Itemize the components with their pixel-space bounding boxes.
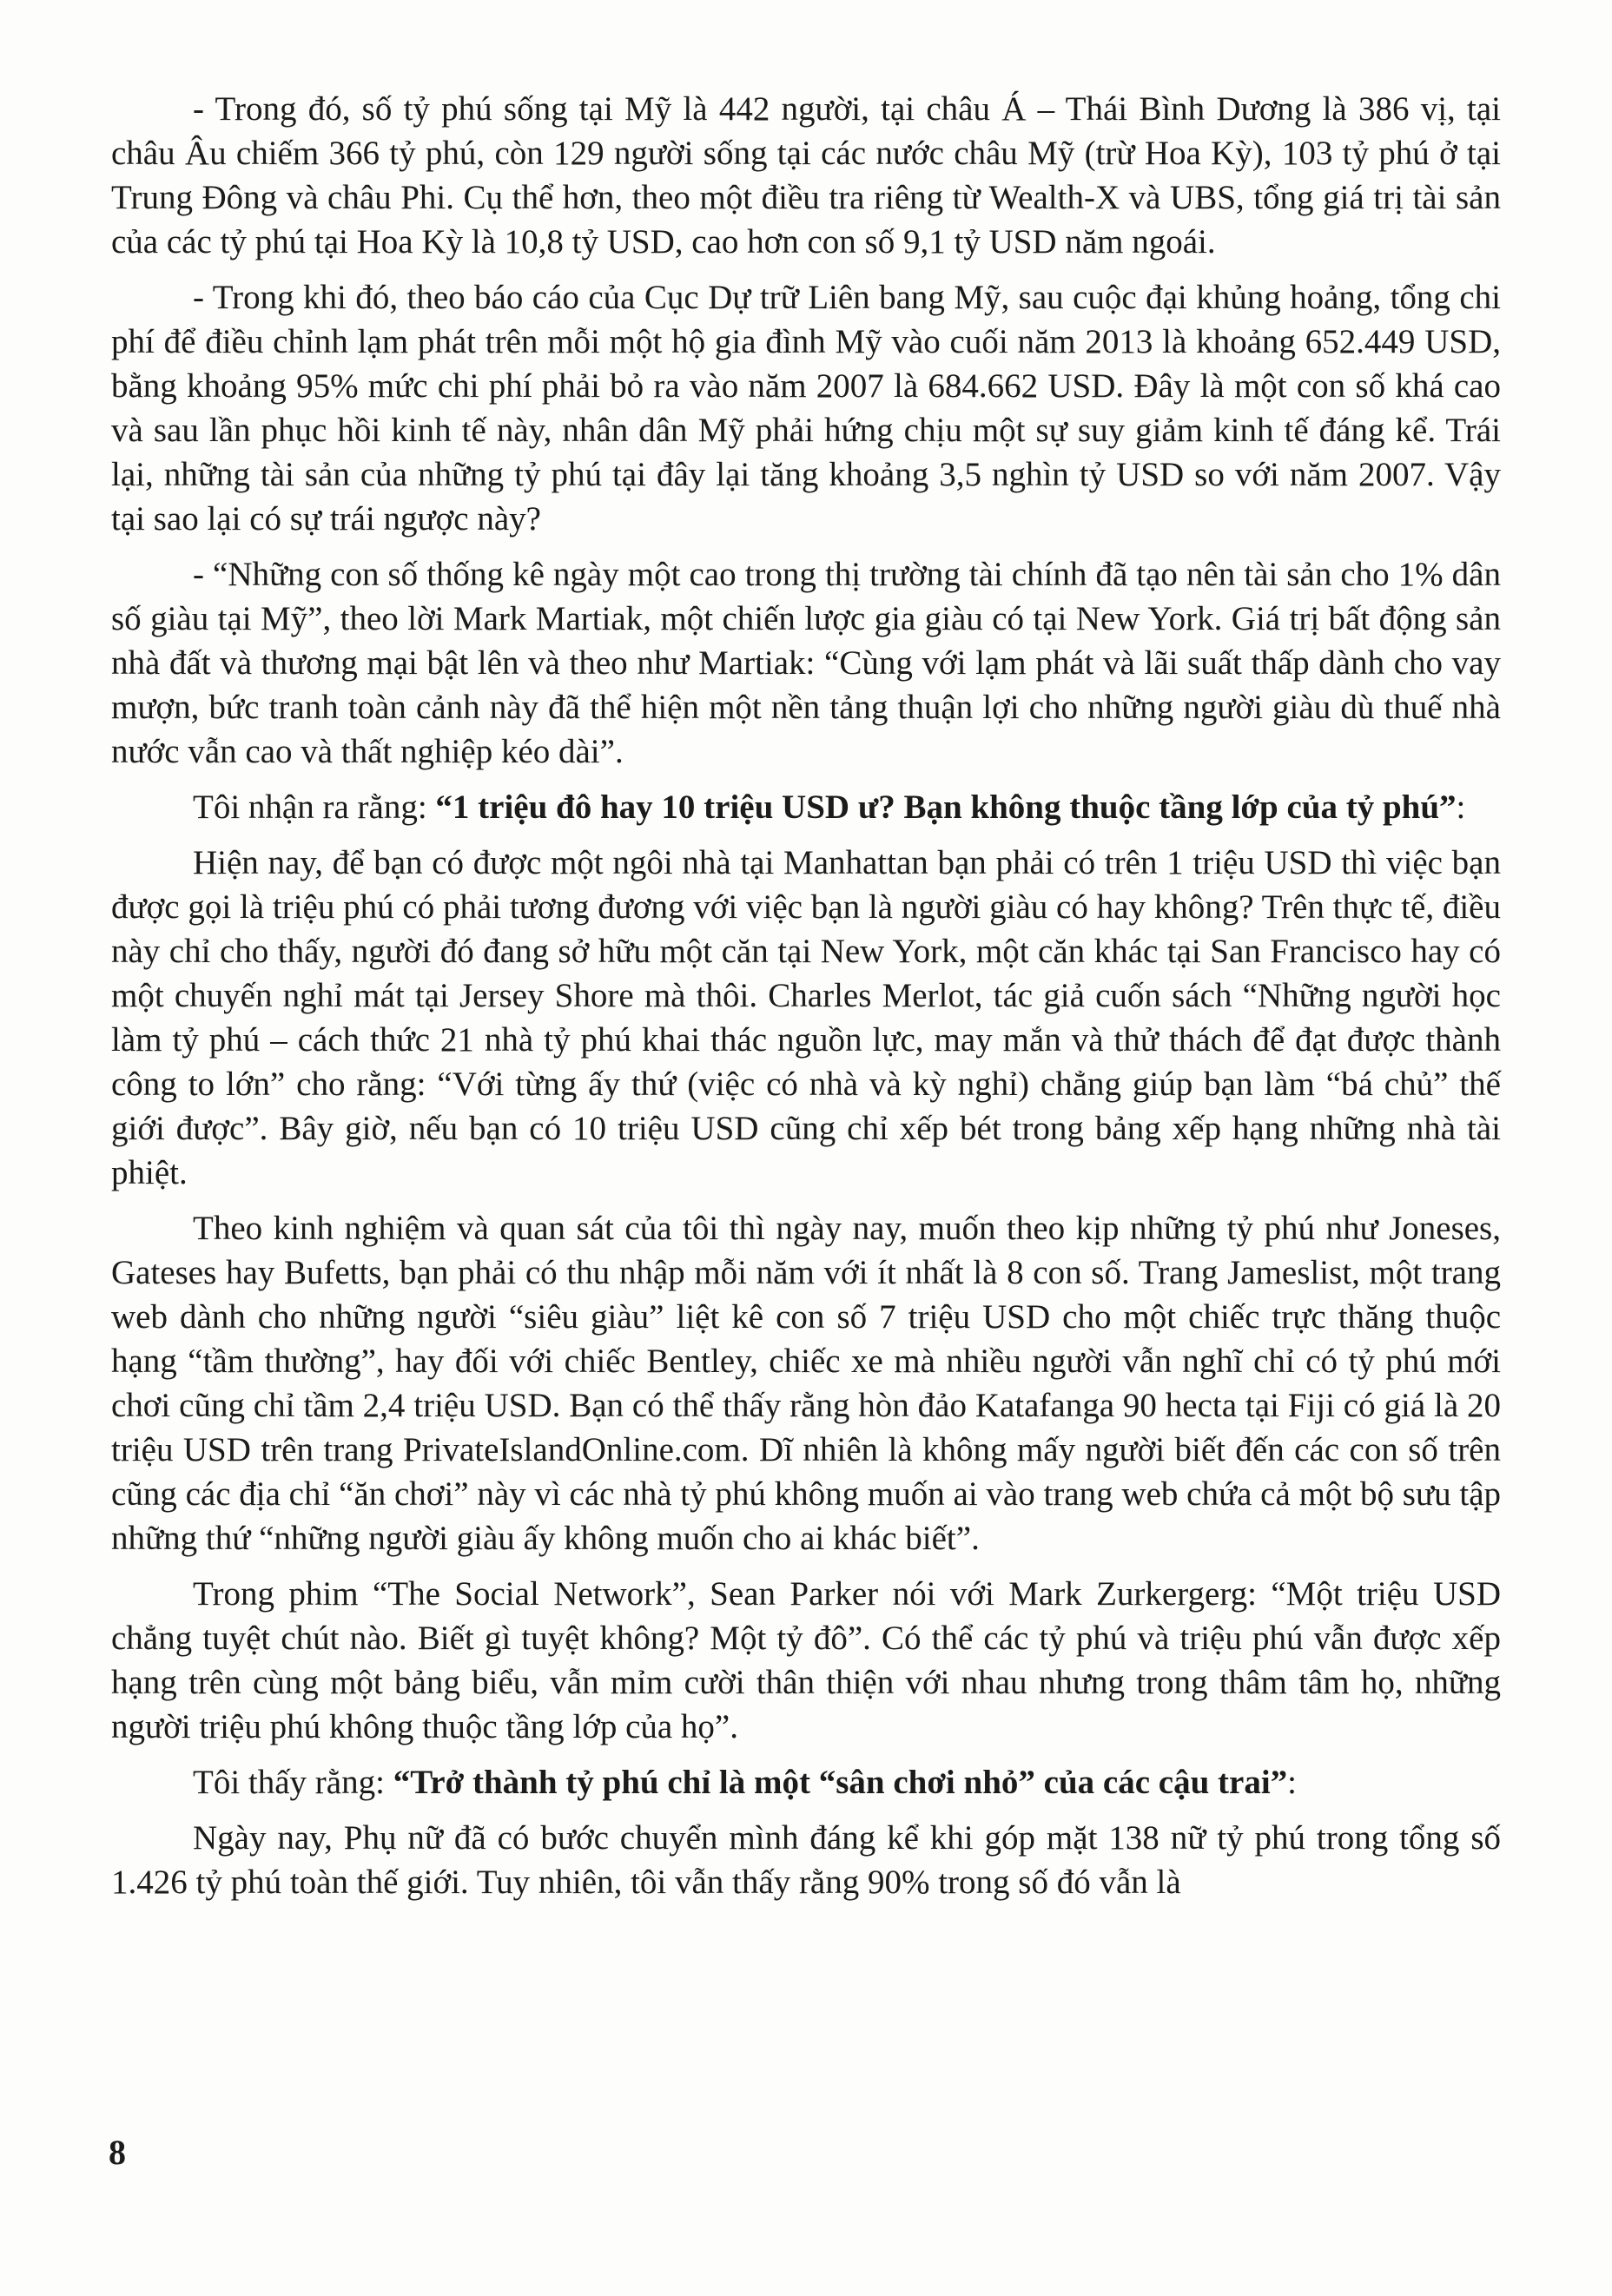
paragraph-4 bbox=[111, 841, 1501, 1195]
paragraph-2-text: - Trong khi đó, theo báo cáo của Cục Dự trữ Liên bang Mỹ, sau cuộc đại khủng hoảng, tổng chi phí để điều chỉnh lạm phát trên mỗi một hộ gia đình Mỹ vào cuối năm 2013 là khoảng 652.449 USD, bằng khoảng 95% mức chi phí phải bỏ ra vào năm 2007 là 684.662 USD. Đây là một con số khá cao và sau lần phục hồi kinh tế này, nhân dân Mỹ phải hứng chịu một sự suy giảm kinh tế đáng kể. Trái lại, những tài sản của những tỷ phú tại đây lại tăng khoảng 3,5 nghìn tỷ USD so với năm 2007. Vậy tại sao lại có sự trái ngược này? bbox=[111, 279, 1501, 538]
body-text bbox=[111, 87, 1501, 1916]
section-heading-2-bold: “Trở thành tỷ phú chỉ là một “sân chơi nhỏ” của các cậu trai” bbox=[393, 1764, 1288, 1801]
section-heading-1-intro: Tôi nhận ra rằng: bbox=[193, 788, 436, 826]
paragraph-3-text: - “Những con số thống kê ngày một cao trong thị trường tài chính đã tạo nên tài sản cho 1% dân số giàu tại Mỹ”, theo lời Mark Martiak, một chiến lược gia giàu có tại New York. Giá trị bất động sản nhà đất và thương mại bật lên và theo như Martiak: “Cùng với lạm phát và lãi suất thấp dành cho vay mượn, bức tranh toàn cảnh này đã thể hiện một nền tảng thuận lợi cho những người giàu dù thuế nhà nước vẫn cao và thất nghiệp kéo dài”. bbox=[111, 556, 1501, 770]
paragraph-5 bbox=[111, 1206, 1501, 1560]
paragraph-7 bbox=[111, 1816, 1501, 1904]
section-heading-2-intro: Tôi thấy rằng: bbox=[193, 1764, 393, 1801]
section-heading-1 bbox=[111, 785, 1501, 829]
section-heading-2 bbox=[111, 1760, 1501, 1804]
paragraph-1-text: - Trong đó, số tỷ phú sống tại Mỹ là 442 người, tại châu Á – Thái Bình Dương là 386 vị, tại châu Âu chiếm 366 tỷ phú, còn 129 người sống tại các nước châu Mỹ (trừ Hoa Kỳ), 103 tỷ phú ở tại Trung Đông và châu Phi. Cụ thể hơn, theo một điều tra riêng từ Wealth-X và UBS, tổng giá trị tài sản của các tỷ phú tại Hoa Kỳ là 10,8 tỷ USD, cao hơn con số 9,1 tỷ USD năm ngoái. bbox=[111, 90, 1501, 261]
section-heading-2-tail: : bbox=[1287, 1764, 1297, 1801]
paragraph-7-text: Ngày nay, Phụ nữ đã có bước chuyển mình đáng kể khi góp mặt 138 nữ tỷ phú trong tổng số 1.426 tỷ phú toàn thế giới. Tuy nhiên, tôi vẫn thấy rằng 90% trong số đó vẫn là bbox=[111, 1819, 1501, 1901]
paragraph-3 bbox=[111, 552, 1501, 774]
paragraph-2 bbox=[111, 275, 1501, 541]
section-heading-1-bold: “1 triệu đô hay 10 triệu USD ư? Bạn không thuộc tầng lớp của tỷ phú” bbox=[435, 788, 1457, 826]
paragraph-6 bbox=[111, 1572, 1501, 1749]
paragraph-5-text: Theo kinh nghiệm và quan sát của tôi thì ngày nay, muốn theo kịp những tỷ phú như Joneses, Gateses hay Bufetts, bạn phải có thu nhập mỗi năm với ít nhất là 8 con số. Trang Jameslist, một trang web dành cho những người “siêu giàu” liệt kê con số 7 triệu USD cho một chiếc trực thăng thuộc hạng “tầm thường”, hay đối với chiếc Bentley, chiếc xe mà nhiều người vẫn nghĩ chỉ có tỷ phú mới chơi cũng chỉ tầm 2,4 triệu USD. Bạn có thể thấy rằng hòn đảo Katafanga 90 hecta tại Fiji có giá là 20 triệu USD trên trang PrivateIslandOnline.com. Dĩ nhiên là không mấy người biết đến các con số trên cũng các địa chỉ “ăn chơi” này vì các nhà tỷ phú không muốn ai vào trang web chứa cả một bộ sưu tập những thứ “những người giàu ấy không muốn cho ai khác biết”. bbox=[111, 1210, 1501, 1557]
section-heading-1-tail: : bbox=[1456, 788, 1466, 826]
paragraph-4-text: Hiện nay, để bạn có được một ngôi nhà tại Manhattan bạn phải có trên 1 triệu USD thì việc bạn được gọi là triệu phú có phải tương đương với việc bạn là người giàu có hay không? Trên thực tế, điều này chỉ cho thấy, người đó đang sở hữu một căn tại New York, một căn khác tại San Francisco hay có một chuyến nghỉ mát tại Jersey Shore mà thôi. Charles Merlot, tác giả cuốn sách “Những người học làm tỷ phú – cách thức 21 nhà tỷ phú khai thác nguồn lực, may mắn và thử thách để đạt được thành công to lớn” cho rằng: “Với từng ấy thứ (việc có nhà và kỳ nghỉ) chẳng giúp bạn làm “bá chủ” thế giới được”. Bây giờ, nếu bạn có 10 triệu USD cũng chỉ xếp bét trong bảng xếp hạng những nhà tài phiệt. bbox=[111, 844, 1501, 1191]
page-number: 8 bbox=[109, 2133, 126, 2172]
paragraph-1 bbox=[111, 87, 1501, 264]
paragraph-6-text: Trong phim “The Social Network”, Sean Parker nói với Mark Zurkergerg: “Một triệu USD chẳng tuyệt chút nào. Biết gì tuyệt không? Một tỷ đô”. Có thể các tỷ phú và triệu phú vẫn được xếp hạng trên cùng một bảng biểu, vẫn mỉm cười thân thiện với nhau nhưng trong thâm tâm họ, những người triệu phú không thuộc tầng lớp của họ”. bbox=[111, 1575, 1501, 1745]
